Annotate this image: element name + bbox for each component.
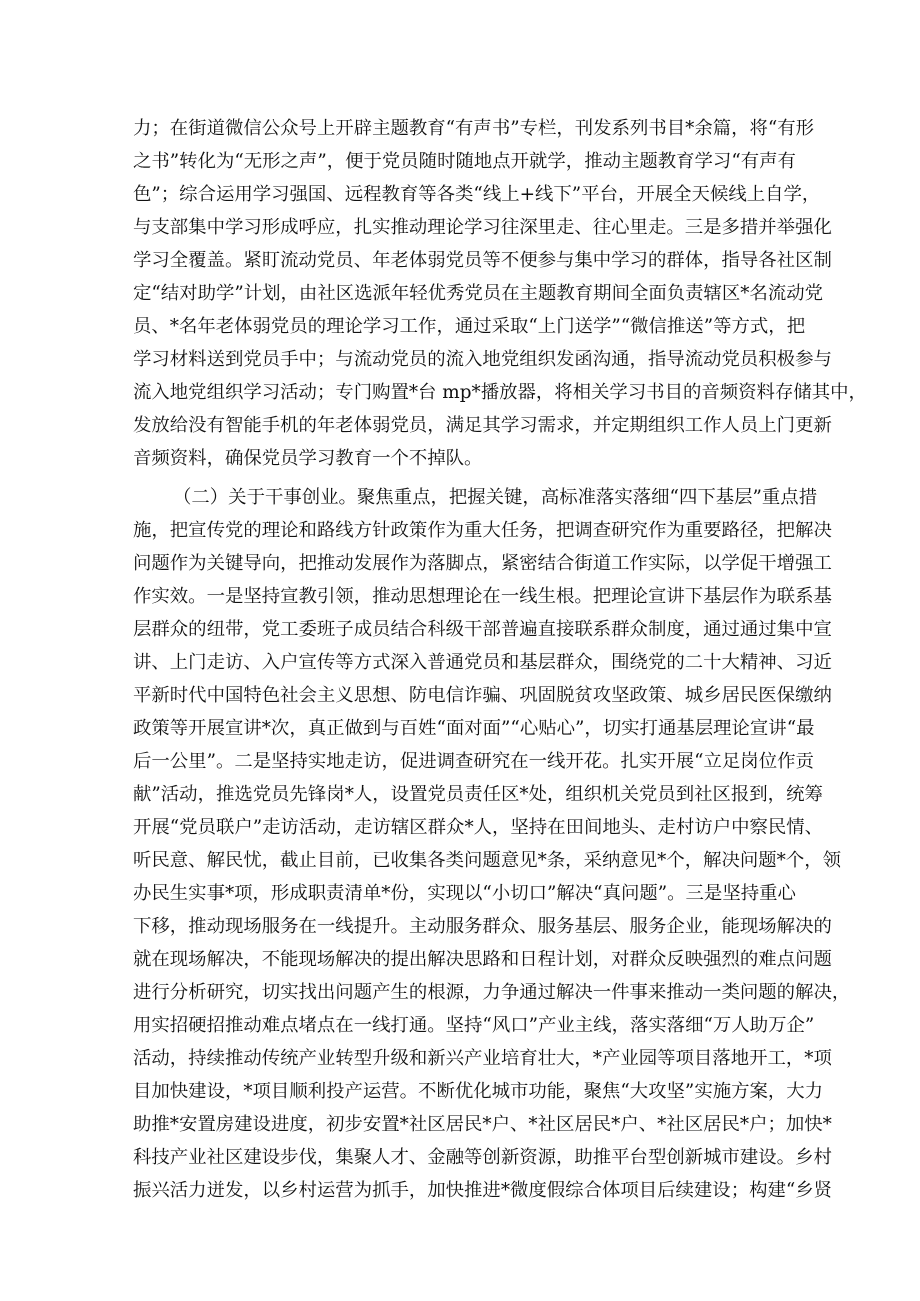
text-line: 政策等开展宣讲*次，真正做到与百姓“面对面”“心贴心”，切实打通基层理论宣讲“最 [133,718,815,739]
text-line: 色”；综合运用学习强国、远程教育等各类“线上+线下”平台，开展全天候线上自学， [133,184,821,205]
text-line: 听民意、解民忧，截止目前，已收集各类问题意见*条，采纳意见*个，解决问题*个，领 [133,850,842,871]
text-line: 员、*名年老体弱党员的理论学习工作，通过采取“上门送学”“微信推送”等方式，把 [133,316,806,337]
text-line: 讲、上门走访、入户宣传等方式深入普通党员和基层群众，围绕党的二十大精神、习近 [133,652,832,673]
text-line: 就在现场解决，不能现场解决的提出解决思路和日程计划，对群众反映强烈的难点问题 [133,949,832,970]
text-line: 进行分析研究，切实找出问题产生的根源，力争通过解决一件事来推动一类问题的解决， [133,982,851,1003]
text-line: 学习全覆盖。紧盯流动党员、年老体弱党员等不便参与集中学习的群体，指导各社区制 [133,250,832,271]
text-line: 用实招硬招推动难点堵点在一线打通。坚持“风口”产业主线，落实落细“万人助万企” [133,1015,815,1036]
text-line: 下移，推动现场服务在一线提升。主动服务群众、服务基层、服务企业，能现场解决的 [133,916,832,937]
text-line: 振兴活力迸发，以乡村运营为抓手，加快推进*微度假综合体项目后续建设；构建“乡贤 [133,1180,833,1201]
text-line: 作实效。一是坚持宣教引领，推动思想理论在一线生根。把理论宣讲下基层作为联系基 [133,586,832,607]
text-line: 力；在街道微信公众号上开辟主题教育“有声书”专栏，刊发系列书目*余篇，将“有形 [133,118,815,139]
text-line: 之书”转化为“无形之声”，便于党员随时随地点开就学，推动主题教育学习“有声有 [133,151,796,172]
text-line: 助推*安置房建设进度，初步安置*社区居民*户、*社区居民*户、*社区居民*户；加快* [133,1114,832,1135]
text-line: 层群众的纽带，党工委班子成员结合科级干部普遍直接联系群众制度，通过通过集中宣 [133,619,832,640]
text-line: 与支部集中学习形成呼应，扎实推动理论学习往深里走、往心里走。三是多措并举强化 [133,217,832,238]
text-line: 音频资料，确保党员学习教育一个不掉队。 [133,448,483,469]
text-line: 流入地党组织学习活动；专门购置*台 mp*播放器，将相关学习书目的音频资料存储其中， [133,382,867,403]
text-line: 定“结对助学”计划，由社区选派年轻优秀党员在主题教育期间全面负责辖区*名流动党 [133,283,824,304]
text-line: 目加快建设，*项目顺利投产运营。不断优化城市功能，聚焦“大攻坚”实施方案，大力 [133,1081,824,1102]
text-line: 开展“党员联户”走访活动，走访辖区群众*人，坚持在田间地头、走村访户中察民情、 [133,817,824,838]
text-line: 活动，持续推动传统产业转型升级和新兴产业培育壮大，*产业园等项目落地开工，*项 [133,1048,832,1069]
text-line: 发放给没有智能手机的年老体弱党员，满足其学习需求，并定期组织工作人员上门更新 [133,415,832,436]
text-line: 学习材料送到党员手中；与流动党员的流入地党组织发函沟通，指导流动党员积极参与 [133,349,832,370]
section-heading-line: （二）关于干事创业。聚焦重点，把握关键，高标准落实落细“四下基层”重点措 [173,487,818,508]
text-line: 科技产业社区建设步伐，集聚人才、金融等创新资源，助推平台型创新城市建设。乡村 [133,1147,832,1168]
text-line: 平新时代中国特色社会主义思想、防电信诈骗、巩固脱贫攻坚政策、城乡居民医保缴纳 [133,685,832,706]
text-line: 献”活动，推选党员先锋岗*人，设置党员责任区*处，组织机关党员到社区报到，统筹 [133,784,823,805]
text-line: 问题作为关键导向，把推动发展作为落脚点，紧密结合街道工作实际，以学促干增强工 [133,553,832,574]
text-line: 后一公里”。二是坚持实地走访，促进调查研究在一线开花。扎实开展“立足岗位作贡 [133,751,814,772]
text-line: 施，把宣传党的理论和路线方针政策作为重大任务，把调查研究作为重要路径，把解决 [133,520,832,541]
text-line: 办民生实事*项，形成职责清单*份，实现以“小切口”解决“真问题”。三是坚持重心 [133,883,796,904]
document-body [133,112,867,1207]
